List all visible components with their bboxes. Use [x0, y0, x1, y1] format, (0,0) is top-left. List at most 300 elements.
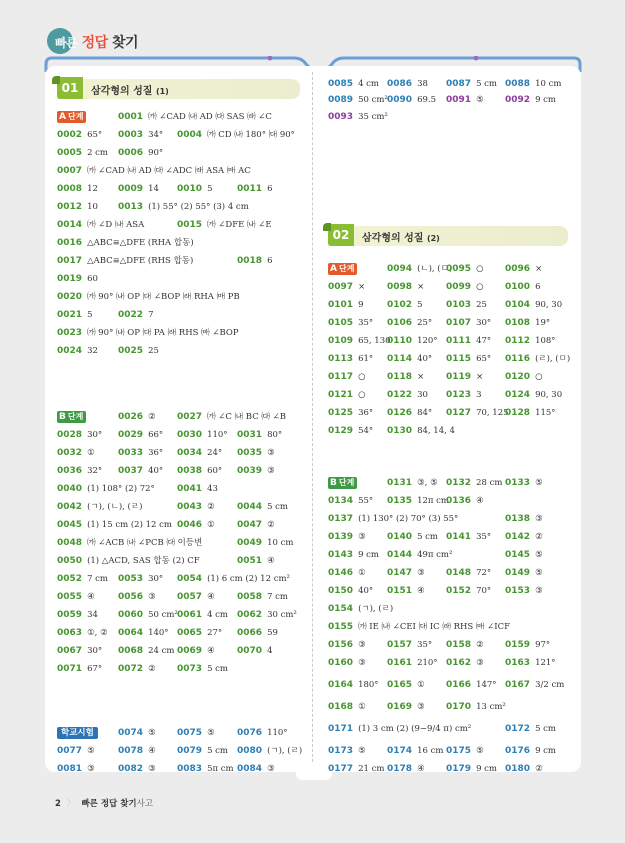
- answer-value: 65°: [87, 130, 103, 140]
- answer-item: [387, 370, 424, 384]
- problem-number: 0018: [237, 256, 263, 266]
- answer-item: [177, 662, 228, 676]
- answer-item: [177, 644, 215, 658]
- title-accent: 정답: [81, 35, 108, 51]
- problem-number: 0010: [177, 184, 203, 194]
- problem-number: 0107: [446, 318, 472, 328]
- answer-item: [177, 500, 215, 514]
- problem-number: 0009: [118, 184, 144, 194]
- problem-number: 0165: [387, 680, 413, 690]
- answer-value: 14: [148, 184, 159, 194]
- answer-value: (ㄱ), (ㄴ), (ㄹ): [87, 502, 143, 512]
- problem-number: 0092: [505, 95, 531, 105]
- answer-value: 110°: [267, 728, 288, 738]
- problem-number: 0153: [505, 586, 531, 596]
- answer-value: ④: [417, 586, 425, 596]
- answer-value: ⑤: [87, 746, 95, 756]
- problem-number: 0070: [237, 646, 263, 656]
- problem-number: 0111: [446, 336, 472, 346]
- problem-number: 0097: [328, 282, 354, 292]
- answer-item: [446, 370, 483, 384]
- problem-number: 0014: [57, 220, 83, 230]
- problem-number: 0038: [177, 466, 203, 476]
- answer-value: 70°: [476, 586, 492, 596]
- stage-a-badge: A 단계: [57, 111, 86, 123]
- answer-value: 32°: [87, 466, 103, 476]
- answer-item: [237, 554, 275, 568]
- answer-item: [328, 762, 384, 776]
- problem-number: 0085: [328, 79, 354, 89]
- answer-value: 10 cm: [267, 538, 294, 548]
- answer-value: ○: [358, 390, 366, 400]
- answer-value: 38: [417, 79, 428, 89]
- answer-value: 40°: [358, 586, 374, 596]
- answer-value: 36°: [358, 408, 374, 418]
- problem-number: 0151: [387, 586, 413, 596]
- answer-value: 70, 125: [476, 408, 509, 418]
- answer-item: [118, 446, 163, 460]
- answer-item: [505, 280, 540, 294]
- answer-item: [118, 344, 159, 358]
- problem-number: 0132: [446, 478, 472, 488]
- problem-number: 0024: [57, 346, 83, 356]
- answer-value: 60°: [207, 466, 223, 476]
- answer-value: 90, 30: [535, 390, 563, 400]
- problem-number: 0023: [57, 328, 83, 338]
- problem-number: 0167: [505, 680, 531, 690]
- section-02-header: [328, 226, 568, 246]
- answer-item: [118, 644, 174, 658]
- answer-item: [505, 512, 543, 526]
- answer-item: [177, 626, 222, 640]
- problem-number: 0114: [387, 354, 413, 364]
- answer-value: 40°: [148, 466, 164, 476]
- section-title: 삼각형의 성질 (2): [362, 233, 440, 244]
- answer-value: ③: [358, 658, 366, 668]
- answer-item: [118, 762, 156, 776]
- problem-number: 0095: [446, 264, 472, 274]
- answer-item: [328, 424, 373, 438]
- problem-number: 0141: [446, 532, 472, 542]
- problem-number: 0117: [328, 372, 354, 382]
- answer-item: [118, 182, 159, 196]
- answer-item: [237, 590, 288, 604]
- answer-item: [505, 744, 556, 758]
- answer-item: [446, 77, 497, 91]
- answer-item: [446, 530, 491, 544]
- answer-item: [118, 726, 156, 740]
- problem-number: 0112: [505, 336, 531, 346]
- problem-number: 0073: [177, 664, 203, 674]
- problem-number: 0064: [118, 628, 144, 638]
- school-exam-badge: 학교시험: [57, 727, 98, 739]
- answer-value: 5 cm: [535, 724, 556, 734]
- answer-value: ③: [87, 764, 95, 774]
- answer-item: [57, 464, 102, 478]
- answer-value: ⑤: [476, 95, 484, 105]
- answer-value: ㈎ ∠CAD ㈏ AD ㈐ SAS ㈑ ∠C: [148, 112, 272, 122]
- answer-item: [505, 678, 564, 692]
- answer-value: ㈎ ∠D ㈏ ASA: [87, 220, 145, 230]
- answer-value: 27°: [207, 628, 223, 638]
- answer-value: ③: [535, 586, 543, 596]
- answer-item: [118, 146, 163, 160]
- answer-item: [118, 590, 156, 604]
- answer-value: ㈎ IE ㈏ ∠CEI ㈐ IC ㈑ RHS ㈒ ∠ICF: [358, 622, 511, 632]
- answer-value: 19°: [535, 318, 551, 328]
- answer-item: [177, 726, 215, 740]
- answer-value: 2 cm: [87, 148, 108, 158]
- answer-value: 10 cm: [535, 79, 562, 89]
- problem-number: 0072: [118, 664, 144, 674]
- problem-number: 0059: [57, 610, 83, 620]
- problem-number: 0176: [505, 746, 531, 756]
- answer-item: [328, 494, 373, 508]
- answer-item: [57, 500, 142, 514]
- answer-item: [57, 518, 172, 532]
- answer-item: [237, 446, 275, 460]
- answer-value: 9 cm: [535, 95, 556, 105]
- answer-item: [328, 352, 373, 366]
- answer-value: 66°: [148, 430, 164, 440]
- answer-item: [505, 638, 550, 652]
- problem-number: 0104: [505, 300, 531, 310]
- problem-number: 0081: [57, 764, 83, 774]
- answer-item: [328, 620, 510, 634]
- answer-value: 90, 30: [535, 300, 563, 310]
- answer-value: ㈎ ∠ACB ㈏ ∠PCB ㈐ 이등변: [87, 538, 203, 548]
- problem-number: 0082: [118, 764, 144, 774]
- problem-number: 0026: [118, 412, 144, 422]
- problem-number: 0015: [177, 220, 203, 230]
- problem-number: 0157: [387, 640, 413, 650]
- answer-item: [505, 262, 542, 276]
- answer-value: ②: [207, 502, 215, 512]
- answer-value: 61°: [358, 354, 374, 364]
- answer-value: 59: [267, 628, 278, 638]
- problem-number: 0021: [57, 310, 83, 320]
- problem-number: 0105: [328, 318, 354, 328]
- problem-number: 0094: [387, 264, 413, 274]
- answer-item: [328, 370, 365, 384]
- answer-value: 140°: [148, 628, 169, 638]
- problem-number: 0074: [118, 728, 144, 738]
- problem-number: 0035: [237, 448, 263, 458]
- answer-value: ○: [476, 282, 484, 292]
- section-title: 삼각형의 성질 (1): [91, 86, 169, 97]
- answer-value: ⑤: [207, 728, 215, 738]
- section-number: 02: [328, 224, 354, 246]
- problem-number: 0143: [328, 550, 354, 560]
- answer-value: ㈎ 90° ㈏ OP ㈐ PA ㈑ RHS ㈒ ∠BOP: [87, 328, 239, 338]
- answer-item: [57, 590, 95, 604]
- problem-number: 0131: [387, 478, 413, 488]
- answer-value: ①: [87, 448, 95, 458]
- answer-value: 40°: [417, 354, 433, 364]
- answer-item: [505, 656, 556, 670]
- section-number: 01: [57, 77, 83, 99]
- answer-item: [505, 530, 543, 544]
- answer-value: 35°: [476, 532, 492, 542]
- answer-item: [328, 110, 388, 124]
- answer-item: [118, 110, 272, 124]
- answer-value: 50 cm²: [148, 610, 178, 620]
- answer-item: [57, 254, 193, 268]
- answer-value: ①: [417, 680, 425, 690]
- answer-item: [328, 744, 366, 758]
- problem-number: 0065: [177, 628, 203, 638]
- answer-value: ③: [267, 448, 275, 458]
- problem-number: 0160: [328, 658, 354, 668]
- answer-item: [237, 500, 288, 514]
- page-footer: [55, 797, 153, 809]
- problem-number: 0168: [328, 702, 354, 712]
- problem-number: 0108: [505, 318, 531, 328]
- problem-number: 0180: [505, 764, 531, 774]
- answer-value: 30°: [87, 430, 103, 440]
- answer-item: [446, 762, 497, 776]
- problem-number: 0052: [57, 574, 83, 584]
- answer-value: 9: [358, 300, 364, 310]
- problem-number: 0166: [446, 680, 472, 690]
- answer-item: [57, 164, 251, 178]
- problem-number: 0002: [57, 130, 83, 140]
- answer-value: 16 cm: [417, 746, 444, 756]
- answer-item: [118, 662, 156, 676]
- answer-item: [57, 290, 240, 304]
- answer-value: 50 cm²: [358, 95, 388, 105]
- answer-value: ①, ②: [87, 628, 108, 638]
- problem-number: 0050: [57, 556, 83, 566]
- problem-number: 0126: [387, 408, 413, 418]
- answer-value: 90°: [148, 148, 164, 158]
- answer-value: ×: [358, 282, 366, 292]
- problem-number: 0120: [505, 372, 531, 382]
- answer-item: [505, 334, 556, 348]
- problem-number: 0128: [505, 408, 531, 418]
- answer-item: [387, 530, 438, 544]
- answer-item: [387, 93, 436, 107]
- problem-number: 0116: [505, 354, 531, 364]
- answer-item: [177, 128, 295, 142]
- problem-number: 0154: [328, 604, 354, 614]
- answer-item: [177, 572, 290, 586]
- problem-number: 0071: [57, 664, 83, 674]
- problem-number: 0178: [387, 764, 413, 774]
- answer-value: ③: [417, 702, 425, 712]
- answer-item: [57, 200, 98, 214]
- problem-number: 0047: [237, 520, 263, 530]
- problem-number: 0025: [118, 346, 144, 356]
- problem-number: 0057: [177, 592, 203, 602]
- answer-value: 5 cm: [207, 746, 228, 756]
- answer-value: 121°: [535, 658, 556, 668]
- problem-number: 0137: [328, 514, 354, 524]
- answer-value: 24 cm: [148, 646, 175, 656]
- answer-item: [57, 236, 194, 250]
- section-01-header: [57, 79, 300, 99]
- answer-value: 12π cm: [417, 496, 449, 506]
- problem-number: 0006: [118, 148, 144, 158]
- answer-item: [118, 626, 169, 640]
- answer-value: ③: [267, 466, 275, 476]
- answer-item: [237, 608, 297, 622]
- answer-value: 24°: [207, 448, 223, 458]
- answer-item: [446, 566, 491, 580]
- answer-value: 49π cm²: [417, 550, 453, 560]
- answer-value: 28 cm: [476, 478, 503, 488]
- answer-item: [118, 464, 163, 478]
- answer-item: [57, 344, 98, 358]
- problem-number: 0005: [57, 148, 83, 158]
- answer-value: ②: [267, 520, 275, 530]
- problem-number: 0119: [446, 372, 472, 382]
- problem-number: 0147: [387, 568, 413, 578]
- problem-number: 0008: [57, 184, 83, 194]
- problem-number: 0109: [328, 336, 354, 346]
- answer-value: 65°: [476, 354, 492, 364]
- problem-number: 0121: [328, 390, 354, 400]
- answer-value: 210°: [417, 658, 438, 668]
- answer-value: ㈎ CD ㈏ 180° ㈐ 90°: [207, 130, 295, 140]
- problem-number: 0032: [57, 448, 83, 458]
- problem-number: 0135: [387, 496, 413, 506]
- answer-item: [387, 298, 422, 312]
- answer-item: [328, 638, 366, 652]
- answer-item: [505, 370, 542, 384]
- answer-item: [328, 280, 365, 294]
- answer-item: [328, 678, 379, 692]
- problem-number: 0159: [505, 640, 531, 650]
- answer-value: ④: [207, 646, 215, 656]
- answer-item: [328, 548, 379, 562]
- answer-value: 7 cm: [87, 574, 108, 584]
- answer-value: 7 cm: [267, 592, 288, 602]
- answer-item: [328, 298, 363, 312]
- answer-item: [505, 406, 556, 420]
- problem-number: 0037: [118, 466, 144, 476]
- answer-item: [237, 726, 288, 740]
- answer-item: [118, 200, 249, 214]
- answer-item: [177, 518, 215, 532]
- answer-item: [237, 744, 302, 758]
- answer-value: 10: [87, 202, 98, 212]
- answer-item: [57, 626, 108, 640]
- answer-item: [446, 584, 491, 598]
- answer-item: [446, 280, 483, 294]
- answer-item: [505, 77, 561, 91]
- answer-item: [328, 584, 373, 598]
- answer-item: [328, 700, 366, 714]
- answer-value: 21 cm: [358, 764, 385, 774]
- answer-value: 69.5: [417, 95, 436, 105]
- answer-value: ④: [267, 556, 275, 566]
- problem-number: 0170: [446, 702, 472, 712]
- problem-number: 0098: [387, 282, 413, 292]
- answer-value: ③: [358, 532, 366, 542]
- answer-item: [328, 334, 391, 348]
- problem-number: 0123: [446, 390, 472, 400]
- answer-item: [505, 548, 543, 562]
- answer-value: 30°: [87, 646, 103, 656]
- page-number: 2: [55, 799, 61, 809]
- answer-item: [505, 388, 562, 402]
- answer-value: ④: [417, 764, 425, 774]
- answer-value: ③: [417, 568, 425, 578]
- answer-item: [446, 656, 484, 670]
- problem-number: 0138: [505, 514, 531, 524]
- problem-number: 0125: [328, 408, 354, 418]
- problem-number: 0093: [328, 112, 354, 122]
- answer-value: 12: [87, 184, 98, 194]
- answer-item: [177, 482, 218, 496]
- problem-number: 0124: [505, 390, 531, 400]
- answer-value: 35°: [358, 318, 374, 328]
- answer-item: [177, 590, 215, 604]
- answer-item: [57, 482, 155, 496]
- answer-item: [387, 280, 424, 294]
- answer-value: 25: [476, 300, 487, 310]
- answer-value: 110°: [207, 430, 228, 440]
- answer-item: [505, 762, 543, 776]
- title-rest: 찾기: [112, 35, 139, 51]
- answer-value: ③, ⑤: [417, 478, 438, 488]
- answer-value: ⑤: [358, 746, 366, 756]
- answer-item: [328, 530, 366, 544]
- answer-value: ⑤: [535, 478, 543, 488]
- answer-item: [57, 644, 102, 658]
- problem-number: 0172: [505, 724, 531, 734]
- problem-number: 0067: [57, 646, 83, 656]
- answer-value: ②: [476, 640, 484, 650]
- answer-item: [237, 518, 275, 532]
- answer-value: 84, 14, 4: [417, 426, 455, 436]
- problem-number: 0019: [57, 274, 83, 284]
- answer-item: [57, 308, 92, 322]
- footer-book-suffix: 사고: [136, 799, 154, 809]
- problem-number: 0127: [446, 408, 472, 418]
- answer-value: 3/2 cm: [535, 680, 565, 690]
- answer-value: ③: [267, 764, 275, 774]
- answer-item: [387, 352, 432, 366]
- answer-item: [446, 334, 491, 348]
- problem-number: 0115: [446, 354, 472, 364]
- answer-item: [387, 762, 425, 776]
- answer-item: [328, 722, 471, 736]
- problem-number: 0142: [505, 532, 531, 542]
- problem-number: 0078: [118, 746, 144, 756]
- problem-number: 0033: [118, 448, 144, 458]
- title-badge: 빠른: [55, 36, 78, 50]
- answer-value: 5: [417, 300, 423, 310]
- problem-number: 0039: [237, 466, 263, 476]
- problem-number: 0076: [237, 728, 263, 738]
- answer-item: [177, 410, 286, 424]
- answer-item: [57, 146, 108, 160]
- answer-value: 30 cm²: [267, 610, 297, 620]
- answer-value: 6: [267, 256, 273, 266]
- problem-number: 0102: [387, 300, 413, 310]
- problem-number: 0041: [177, 484, 203, 494]
- problem-number: 0118: [387, 372, 413, 382]
- answer-item: [505, 316, 550, 330]
- answer-item: [328, 566, 366, 580]
- answer-item: [387, 584, 425, 598]
- problem-number: 0051: [237, 556, 263, 566]
- answer-value: (ㄹ), (ㅁ): [535, 354, 571, 364]
- answer-value: ⑤: [535, 568, 543, 578]
- answer-item: [328, 406, 373, 420]
